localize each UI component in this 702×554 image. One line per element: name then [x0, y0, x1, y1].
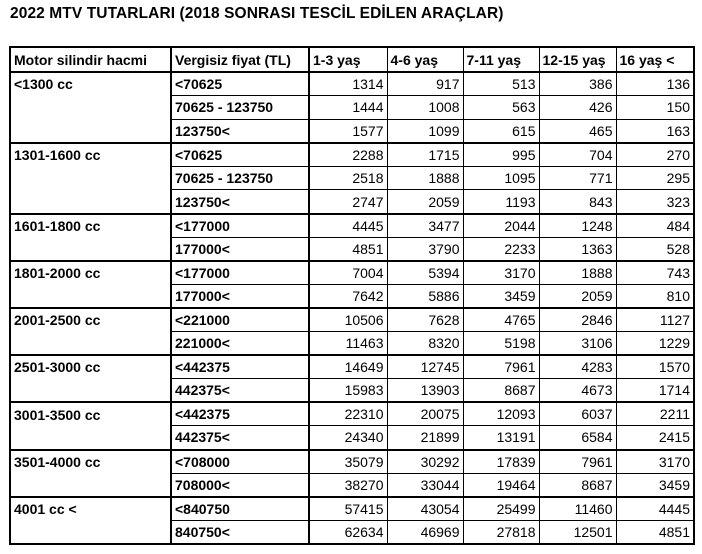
value-cell: 6037 [539, 402, 616, 426]
value-cell: 1715 [387, 143, 463, 167]
page-title: 2022 MTV TUTARLARI (2018 SONRASI TESCİL EDİLEN ARAÇLAR) [10, 5, 504, 22]
value-cell: 843 [539, 190, 616, 214]
header-age-12-15: 12-15 yaş [539, 47, 616, 72]
table-row [10, 332, 694, 356]
engine-cell: 3001-3500 cc [10, 402, 171, 426]
engine-cell: 1601-1800 cc [10, 214, 171, 238]
engine-cell [10, 96, 171, 120]
engine-cell [10, 237, 171, 261]
table-row [10, 214, 694, 238]
header-age-1-3: 1-3 yaş [309, 47, 387, 72]
value-cell: 57415 [309, 497, 387, 521]
price-cell: 123750< [171, 119, 309, 143]
engine-cell: 2501-3000 cc [10, 355, 171, 379]
value-cell: 11463 [309, 332, 387, 356]
value-cell: 3459 [616, 473, 694, 497]
value-cell: 4673 [539, 379, 616, 403]
value-cell: 484 [616, 214, 694, 238]
value-cell: 2747 [309, 190, 387, 214]
value-cell: 295 [616, 166, 694, 190]
price-cell: 708000< [171, 473, 309, 497]
value-cell: 323 [616, 190, 694, 214]
price-cell: 70625 - 123750 [171, 166, 309, 190]
value-cell: 8687 [539, 473, 616, 497]
table-row [10, 355, 694, 379]
value-cell: 13191 [463, 426, 539, 450]
header-engine: Motor silindir hacmi [10, 47, 171, 72]
value-cell: 20075 [387, 402, 463, 426]
price-cell: <70625 [171, 143, 309, 167]
table-row [10, 190, 694, 214]
value-cell: 43054 [387, 497, 463, 521]
value-cell: 4765 [463, 308, 539, 332]
table-row [10, 402, 694, 426]
price-cell: 177000< [171, 284, 309, 308]
value-cell: 14649 [309, 355, 387, 379]
value-cell: 528 [616, 237, 694, 261]
engine-cell: 1801-2000 cc [10, 261, 171, 285]
value-cell: 4283 [539, 355, 616, 379]
value-cell: 7961 [463, 355, 539, 379]
value-cell: 12093 [463, 402, 539, 426]
value-cell: 513 [463, 72, 539, 96]
mtv-table [9, 46, 695, 545]
price-cell: <442375 [171, 355, 309, 379]
value-cell: 3790 [387, 237, 463, 261]
value-cell: 3170 [616, 450, 694, 474]
value-cell: 917 [387, 72, 463, 96]
price-cell: 442375< [171, 379, 309, 403]
value-cell: 8320 [387, 332, 463, 356]
engine-cell [10, 473, 171, 497]
value-cell: 25499 [463, 497, 539, 521]
engine-cell: 1301-1600 cc [10, 143, 171, 167]
value-cell: 1095 [463, 166, 539, 190]
value-cell: 7628 [387, 308, 463, 332]
engine-cell [10, 520, 171, 544]
value-cell: 12501 [539, 520, 616, 544]
engine-cell: 2001-2500 cc [10, 308, 171, 332]
value-cell: 33044 [387, 473, 463, 497]
value-cell: 2059 [387, 190, 463, 214]
value-cell: 17839 [463, 450, 539, 474]
value-cell: 3459 [463, 284, 539, 308]
value-cell: 4445 [309, 214, 387, 238]
value-cell: 4445 [616, 497, 694, 521]
value-cell: 136 [616, 72, 694, 96]
value-cell: 150 [616, 96, 694, 120]
value-cell: 995 [463, 143, 539, 167]
value-cell: 19464 [463, 473, 539, 497]
value-cell: 21899 [387, 426, 463, 450]
price-cell: <177000 [171, 261, 309, 285]
value-cell: 2415 [616, 426, 694, 450]
value-cell: 4851 [616, 520, 694, 544]
value-cell: 7961 [539, 450, 616, 474]
value-cell: 4851 [309, 237, 387, 261]
value-cell: 1888 [387, 166, 463, 190]
value-cell: 270 [616, 143, 694, 167]
value-cell: 62634 [309, 520, 387, 544]
table-header-row [10, 47, 694, 72]
table-row [10, 261, 694, 285]
value-cell: 615 [463, 119, 539, 143]
value-cell: 3477 [387, 214, 463, 238]
table-row [10, 72, 694, 96]
value-cell: 1444 [309, 96, 387, 120]
value-cell: 7642 [309, 284, 387, 308]
value-cell: 704 [539, 143, 616, 167]
price-cell: <708000 [171, 450, 309, 474]
value-cell: 2846 [539, 308, 616, 332]
engine-cell: <1300 cc [10, 72, 171, 96]
value-cell: 13903 [387, 379, 463, 403]
value-cell: 1714 [616, 379, 694, 403]
price-cell: <442375 [171, 402, 309, 426]
engine-cell [10, 119, 171, 143]
table-row [10, 119, 694, 143]
value-cell: 2044 [463, 214, 539, 238]
value-cell: 2233 [463, 237, 539, 261]
price-cell: 123750< [171, 190, 309, 214]
table-row [10, 284, 694, 308]
engine-cell [10, 284, 171, 308]
price-cell: <177000 [171, 214, 309, 238]
value-cell: 3170 [463, 261, 539, 285]
price-cell: <221000 [171, 308, 309, 332]
value-cell: 1229 [616, 332, 694, 356]
table-row [10, 237, 694, 261]
value-cell: 1888 [539, 261, 616, 285]
value-cell: 386 [539, 72, 616, 96]
value-cell: 10506 [309, 308, 387, 332]
value-cell: 15983 [309, 379, 387, 403]
value-cell: 24340 [309, 426, 387, 450]
value-cell: 1099 [387, 119, 463, 143]
value-cell: 1363 [539, 237, 616, 261]
price-cell: <70625 [171, 72, 309, 96]
table-row [10, 166, 694, 190]
engine-cell [10, 426, 171, 450]
value-cell: 12745 [387, 355, 463, 379]
value-cell: 163 [616, 119, 694, 143]
table-row [10, 520, 694, 544]
engine-cell [10, 332, 171, 356]
price-cell: 177000< [171, 237, 309, 261]
header-age-4-6: 4-6 yaş [387, 47, 463, 72]
value-cell: 46969 [387, 520, 463, 544]
value-cell: 22310 [309, 402, 387, 426]
engine-cell [10, 379, 171, 403]
value-cell: 35079 [309, 450, 387, 474]
table-row [10, 450, 694, 474]
value-cell: 1577 [309, 119, 387, 143]
value-cell: 7004 [309, 261, 387, 285]
value-cell: 5198 [463, 332, 539, 356]
table-row [10, 143, 694, 167]
value-cell: 1193 [463, 190, 539, 214]
value-cell: 1314 [309, 72, 387, 96]
value-cell: 5394 [387, 261, 463, 285]
value-cell: 563 [463, 96, 539, 120]
value-cell: 30292 [387, 450, 463, 474]
table-row [10, 379, 694, 403]
table-row [10, 473, 694, 497]
value-cell: 1248 [539, 214, 616, 238]
value-cell: 1127 [616, 308, 694, 332]
price-cell: 70625 - 123750 [171, 96, 309, 120]
table-row [10, 426, 694, 450]
value-cell: 1570 [616, 355, 694, 379]
value-cell: 8687 [463, 379, 539, 403]
engine-cell [10, 190, 171, 214]
value-cell: 1008 [387, 96, 463, 120]
value-cell: 27818 [463, 520, 539, 544]
price-cell: <840750 [171, 497, 309, 521]
value-cell: 771 [539, 166, 616, 190]
value-cell: 6584 [539, 426, 616, 450]
value-cell: 465 [539, 119, 616, 143]
value-cell: 743 [616, 261, 694, 285]
value-cell: 2059 [539, 284, 616, 308]
engine-cell: 3501-4000 cc [10, 450, 171, 474]
value-cell: 2211 [616, 402, 694, 426]
value-cell: 2518 [309, 166, 387, 190]
price-cell: 840750< [171, 520, 309, 544]
table-body [10, 47, 694, 544]
value-cell: 2288 [309, 143, 387, 167]
value-cell: 11460 [539, 497, 616, 521]
price-cell: 442375< [171, 426, 309, 450]
engine-cell [10, 166, 171, 190]
value-cell: 38270 [309, 473, 387, 497]
value-cell: 810 [616, 284, 694, 308]
header-age-7-11: 7-11 yaş [463, 47, 539, 72]
engine-cell: 4001 cc < [10, 497, 171, 521]
value-cell: 426 [539, 96, 616, 120]
table-row [10, 497, 694, 521]
table-row [10, 96, 694, 120]
header-price: Vergisiz fiyat (TL) [171, 47, 309, 72]
value-cell: 5886 [387, 284, 463, 308]
table-row [10, 308, 694, 332]
header-age-16-plus: 16 yaş < [616, 47, 694, 72]
value-cell: 3106 [539, 332, 616, 356]
price-cell: 221000< [171, 332, 309, 356]
